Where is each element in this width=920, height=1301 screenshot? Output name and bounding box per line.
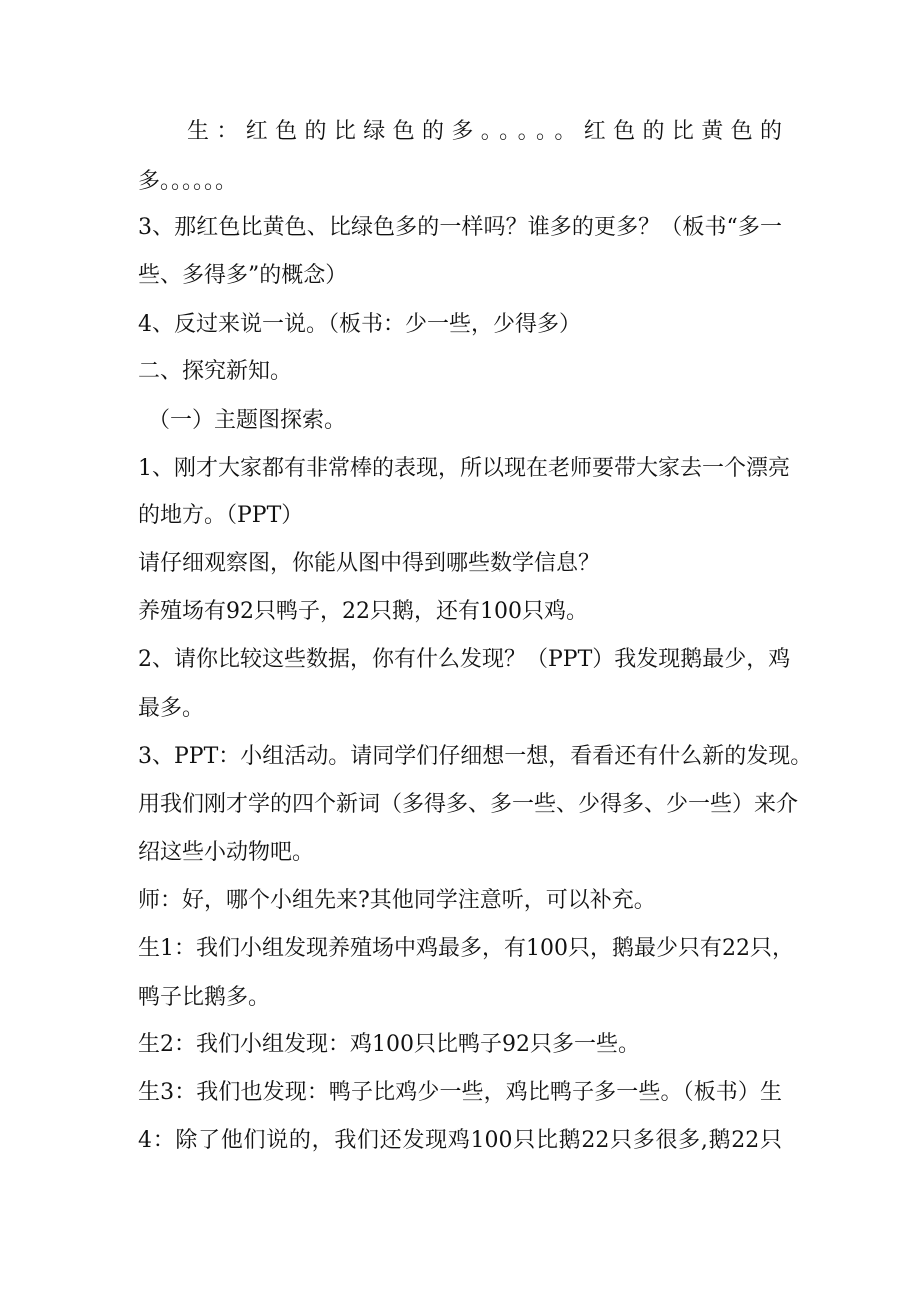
text-line-10: 请仔细观察图，你能从图中得到哪些数学信息？ bbox=[138, 551, 601, 576]
text-line-3: 3、那红色比黄色、比绿色多的一样吗？谁多的更多？（板书“多一 bbox=[138, 215, 782, 240]
text-line-11: 养殖场有92只鸭子，22只鹅，还有100只鸡。 bbox=[138, 599, 588, 624]
subsection-heading: （一）主题图探索。 bbox=[148, 408, 347, 433]
text-line-12: 2、请你比较这些数据，你有什么发现？（PPT）我发现鹅最少，鸡 bbox=[138, 647, 791, 672]
text-line-4: 些、多得多”的概念） bbox=[138, 263, 348, 288]
text-line-16: 绍这些小动物吧。 bbox=[138, 840, 315, 865]
text-line-13: 最多。 bbox=[138, 696, 205, 721]
text-line-22: 4：除了他们说的，我们还发现鸡100只比鹅22只多很多,鹅22只 bbox=[138, 1128, 782, 1153]
text-line-17: 师：好，哪个小组先来?其他同学注意听，可以补充。 bbox=[138, 888, 656, 913]
text-line-18: 生1：我们小组发现养殖场中鸡最多，有100只，鹅最少只有22只， bbox=[138, 936, 794, 961]
text-line-14: 3、PPT：小组活动。请同学们仔细想一想，看看还有什么新的发现。 bbox=[138, 744, 813, 769]
text-line-19: 鸭子比鹅多。 bbox=[138, 985, 271, 1010]
text-line-1: 生：红色的比绿色的多。。。。。红色的比黄色的 bbox=[187, 119, 782, 144]
text-line-15: 用我们刚才学的四个新词（多得多、多一些、少得多、少一些）来介 bbox=[138, 792, 799, 817]
section-heading: 二、探究新知。 bbox=[138, 359, 293, 384]
text-line-20: 生2：我们小组发现：鸡100只比鸭子92只多一些。 bbox=[138, 1032, 640, 1057]
text-line-21: 生3：我们也发现：鸭子比鸡少一些，鸡比鸭子多一些。（板书）生 bbox=[138, 1080, 782, 1105]
text-line-8: 1、刚才大家都有非常棒的表现，所以现在老师要带大家去一个漂亮 bbox=[138, 456, 790, 481]
text-line-9: 的地方。（PPT） bbox=[138, 503, 304, 528]
text-line-5: 4、反过来说一说。（板书：少一些，少得多） bbox=[138, 312, 581, 337]
text-line-2: 多。。。。。。 bbox=[138, 169, 238, 194]
